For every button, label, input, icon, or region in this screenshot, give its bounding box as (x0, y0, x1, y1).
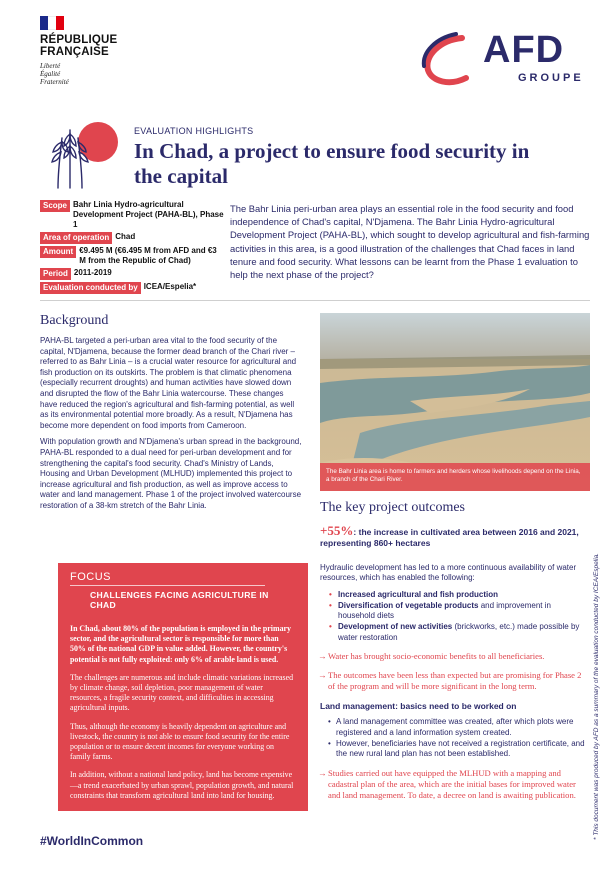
background-paragraph-1: PAHA-BL targeted a peri-urban area vital to the food security of the capital, N'Djamena, because the former dead branch of the Chari river – referred to as Bahr Linia – is a crucial water resource for agricultural and fish production on its outskirts. The problem is that climatic phenomena (especially recurrent droughts) and human activities have slowed down and disrupted the flow of the Bahr Linia watercourse. These changes have reduced the region's agricultural and fish-farming potential, as well as its environmental potential more broadly. As a result, N'Djamena has become more dependent on food imports from Cameroon. (40, 336, 297, 430)
wheat-icon (40, 120, 120, 190)
arrow-note-3: → Studies carried out have equipped the MLHUD with a mapping and cadastral plan of the area, which are the initial bases for improved water and land management. To date, a decree on land is awaiting publication. (320, 768, 590, 801)
info-value: Bahr Linia Hydro-agricultural Development Project (PAHA-BL), Phase 1 (73, 200, 224, 229)
intro-paragraph: The Bahr Linia peri-urban area plays an essential role in the food security and food independence of Chad's capital, N'Djamena. The Bahr Linia Hydro-agricultural Development Project (PAHA-BL), which sought to develop agricultural and fish-farming activities in this area, is a good illustration of the challenges that Chad faces in land tenure and food security. What lessons can be learnt from the Phase 1 evaluation to help the next phase of the project? (230, 203, 590, 281)
arrow-note-2: → The outcomes have been less than expected but are promising for Phase 2 of the program and will be more significant in the long term. (320, 670, 590, 692)
arrow-note-1: → Water has brought socio-economic benefits to all beneficiaries. (320, 651, 590, 662)
focus-paragraph-1: In Chad, about 80% of the population is employed in the primary sector, and the agricultural sector is responsible for more than 50% of the national GDP in value added. However, the country's potential is not fully exploited: only 6% of arable land is used. (70, 624, 291, 664)
outcomes-list (338, 590, 590, 643)
focus-divider (70, 585, 265, 586)
stat-value: +55% (320, 523, 354, 538)
republique-francaise-logo (40, 16, 140, 86)
list-item-bold: Development of new activities (338, 622, 453, 632)
hashtag: #WorldInCommon (40, 834, 144, 848)
outcomes-body (320, 563, 590, 801)
key-outcomes-heading: The key project outcomes (320, 500, 466, 515)
info-label: Period (40, 268, 71, 280)
stat-text: : the increase in cultivated area between 2016 and 2021, representing 860+ hectares (320, 527, 579, 548)
list-item (338, 622, 590, 643)
info-value: Chad (115, 232, 136, 241)
focus-paragraph-2: The challenges are numerous and include climatic variations increased by climate change, soil depletion, poor management of water resources, a fragile security context, and difficulties in accessing agricultural inputs. (70, 672, 294, 713)
info-row-area (40, 232, 224, 244)
info-label: Evaluation conducted by (40, 282, 141, 294)
focus-box (58, 563, 308, 811)
rf-motto-3: Fraternité (40, 78, 69, 86)
background-paragraph-2: With population growth and N'Djamena's urban spread in the background, PAHA-BL responded to a dual need for peri-urban development and for strengthening the capital's food security. Chad's Ministry of Lands, Housing and Urban Development (MLHUD) implemented this project to increase agricultural and fish production, as well as improve access to water and land management. Phase 1 of the project involved watercourse restoration of a 38-km stretch of the Bahr Linia. (40, 437, 302, 510)
list-item (338, 590, 590, 600)
evaluation-highlights-label: EVALUATION HIGHLIGHTS (134, 126, 254, 136)
list-item: • However, beneficiaries have not received a registration certificate, and the new rural land plan has not been established. (328, 739, 590, 760)
key-stat (320, 525, 590, 549)
list-item: • A land management committee was created, after which plots were registered and a land information system created. (328, 717, 590, 738)
info-value: €9.495 M (€6.495 M from AFD and €3 M from the Republic of Chad) (79, 246, 217, 265)
info-row-evaluator (40, 282, 224, 294)
info-row-period (40, 268, 224, 280)
focus-heading: CHALLENGES FACING AGRICULTURE IN CHAD (90, 590, 269, 610)
list-item-bold: Diversification of vegetable products (338, 600, 479, 610)
focus-paragraph-3: Thus, although the economy is heavily dependent on agriculture and livestock, the country is not able to ensure food security for the entire population or to ensure decent incomes for everyone working on family farms. (70, 721, 290, 762)
focus-paragraph-4: In addition, without a national land policy, land has become expensive—a trend exacerbated by urban sprawl, population growth, and natural constraints that transform agricultural land into land for housing. (70, 770, 294, 800)
list-item-rest: (brickworks, etc.) made possible by water restoration (338, 622, 580, 642)
rf-name-line2: FRANÇAISE (40, 46, 109, 58)
rf-motto-2: Égalité (40, 70, 61, 78)
french-flag-icon (40, 16, 64, 30)
outcomes-lead: Hydraulic development has led to a more continuous availability of water resources, which has enabled the following: (320, 563, 577, 583)
focus-tag: FOCUS (70, 571, 111, 583)
info-row-amount (40, 246, 224, 266)
rf-motto-1: Liberté (40, 62, 61, 70)
info-value: ICEA/Espelia* (143, 282, 197, 291)
info-label: Amount (40, 246, 76, 258)
land-management-heading: Land management: basics need to be worked on (320, 701, 517, 712)
background-heading: Background (40, 313, 109, 328)
info-label: Area of operation (40, 232, 112, 244)
afd-wordmark: AFD (483, 29, 565, 71)
list-item (338, 601, 590, 622)
list-item-bold: Increased agricultural and fish production (338, 589, 499, 599)
side-note (583, 500, 600, 840)
project-info-table (40, 200, 224, 296)
list-item-rest: and improvement in household diets (338, 600, 551, 621)
rf-name-line1: RÉPUBLIQUE (40, 34, 118, 46)
info-row-scope (40, 200, 224, 230)
photo-caption: The Bahr Linia area is home to farmers and herders whose livelihoods depend on the Linia, a branch of the Chari River. (320, 463, 590, 491)
divider (40, 300, 590, 301)
page-title: In Chad, a project to ensure food security in the capital (134, 139, 530, 188)
info-value: 2011-2019 (73, 268, 112, 277)
side-note-text: * This document was produced by AFD as a summary of the evaluation conducted by ICEA/Espelia. (593, 553, 600, 840)
background-body (40, 336, 302, 518)
info-label: Scope (40, 200, 70, 212)
afd-groupe-label: GROUPE (518, 72, 584, 84)
land-management-list (328, 717, 590, 759)
